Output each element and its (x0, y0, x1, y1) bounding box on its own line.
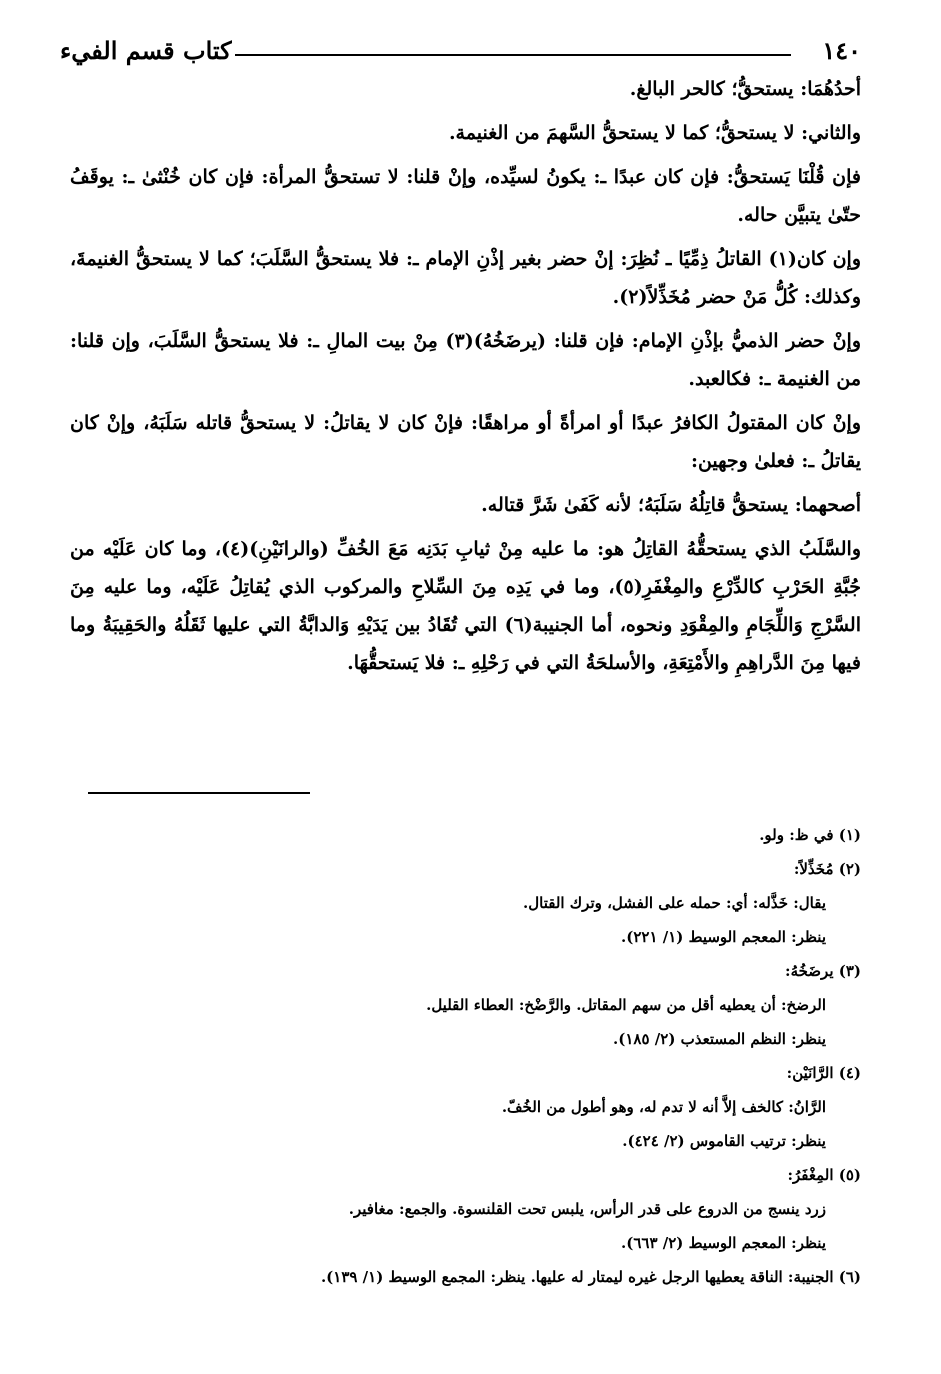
footnote-heading: (١) في ظ: ولو. (759, 826, 861, 844)
paragraph: فإن قُلْنَا يَستحقُّ: فإن كان عبدًا ـ: يكونُ لسيِّده، وإنْ قلنا: لا تستحقُّ المرأة: فإن كان خُنْثىٰ ـ: يوقَفُ حتّىٰ يتبيَّن حاله. (70, 166, 861, 226)
footnote-line: يقال: خَذَّله: أي: حمله على الفشل، وترك القتال. (523, 894, 826, 912)
footnote-line: ينظر: ترتيب القاموس (٢/ ٤٢٤). (622, 1132, 826, 1150)
footnote-line: ينظر: النظم المستعذب (٢/ ١٨٥). (613, 1030, 826, 1048)
paragraph: والسَّلَبُ الذي يستحقُّهُ القاتِلُ هو: ما عليه مِنْ ثيابِ بَدَنِه مَعَ الخُفِّ (والرانَيْنِ)(٤)، وما كان عَلَيْه من جُبَّةِ الحَرْبِ كالدِّرْعِ والمِغْفَرِ(٥)، وما في يَدِه مِنَ السِّلاحِ والمركوب الذي يُقاتِلُ عَلَيْه، وما عليه مِنَ السَّرْجِ وَاللِّجَامِ والمِقْوَدِ ونحوه، أما الجنيبة(٦) التي تُقَادُ بين يَدَيْهِ وَالدابَّةُ التي عليها ثَقَلُهُ والحَقِيبَةُ وما فيها مِنَ الدَّراهِمِ والأَمْتِعَةِ، والأسلحَةُ التي في رَحْلِهِ ـ: فلا يَستحقُّهَا. (70, 538, 862, 674)
footnote-line: ينظر: المعجم الوسيط (١/ ٢٢١). (621, 928, 826, 946)
book-title: كتاب قسم الفيء (60, 36, 232, 65)
footnote-body (70, 1090, 826, 1158)
paragraph: أحدُهُمَا: يستحقُّ؛ كالحر البالغ. (629, 78, 861, 100)
footnote-heading: (٢) مُخَذِّلاً: (793, 860, 861, 878)
paragraph: وإنْ كان المقتولُ الكافرُ عبدًا أو امرأةً أو مراهقًا: فإنْ كان لا يقاتلُ: لا يستحقُّ قاتله سَلَبَهُ، وإنْ كان يقاتلُ ـ: فعلىٰ وجهين: (70, 412, 861, 472)
footnote-heading: (٤) الرَّانَيْن: (786, 1064, 861, 1082)
footnote-body (70, 988, 826, 1056)
footnote (70, 1056, 861, 1158)
footnote (70, 852, 861, 954)
footnote-heading: (٦) الجنيبة: الناقة يعطيها الرجل غيره ليمتار له عليها. ينظر: المجمع الوسيط (١/ ١٣٩). (320, 1268, 861, 1286)
footnote-divider (88, 792, 310, 794)
footnote-body (70, 886, 826, 954)
footnote-line: ينظر: المعجم الوسيط (٢/ ٦٦٣). (621, 1234, 826, 1252)
footnote-body (70, 1192, 826, 1260)
footnote (70, 818, 861, 852)
footnote (70, 1260, 861, 1294)
footnote (70, 954, 861, 1056)
main-text (70, 70, 861, 688)
footnotes (70, 818, 861, 1294)
page-number: ١٤٠ (822, 36, 861, 65)
paragraph: والثاني: لا يستحقُّ؛ كما لا يستحقُّ السَّهمَ من الغنيمة. (448, 122, 861, 144)
footnote-line: الرضخ: أن يعطيه أقل من سهم المقاتل. والرَّضْخ: العطاء القليل. (426, 996, 826, 1014)
footnote-line: الرَّانُ: كالخف إلاَّ أنه لا تدم له، وهو أطول من الخُفّ. (501, 1098, 826, 1116)
paragraph: أصحهما: يستحقُّ قاتِلُهُ سَلَبَهُ؛ لأنه كَفَىٰ شَرَّ قتاله. (481, 494, 861, 516)
footnote-heading: (٥) المِغْفَرُ: (787, 1166, 861, 1184)
paragraph: وإن كان(١) القاتلُ ذِمِّيًا ـ نُظِرَ: إنْ حضر بغير إذْنِ الإمام ـ: فلا يستحقُّ السَّلَبَ؛ كما لا يستحقُّ الغنيمةَ، وكذلك: كُلُّ مَنْ حضر مُخَذِّلاً(٢). (70, 248, 861, 308)
footnote-heading: (٣) يرضَخُهُ: (785, 962, 861, 980)
paragraph: وإنْ حضر الذميُّ بإذْنِ الإمام: فإن قلنا: (يرضَخُهُ)(٣) مِنْ بيت المالِ ـ: فلا يستحقُّ السَّلَبَ، وإن قلنا: من الغنيمة ـ: فكالعبد. (70, 330, 861, 390)
footnote (70, 1158, 861, 1260)
header-rule (235, 54, 791, 56)
footnote-line: زرد ينسج من الدروع على قدر الرأس، يلبس تحت القلنسوة. والجمع: مغافير. (348, 1200, 826, 1218)
